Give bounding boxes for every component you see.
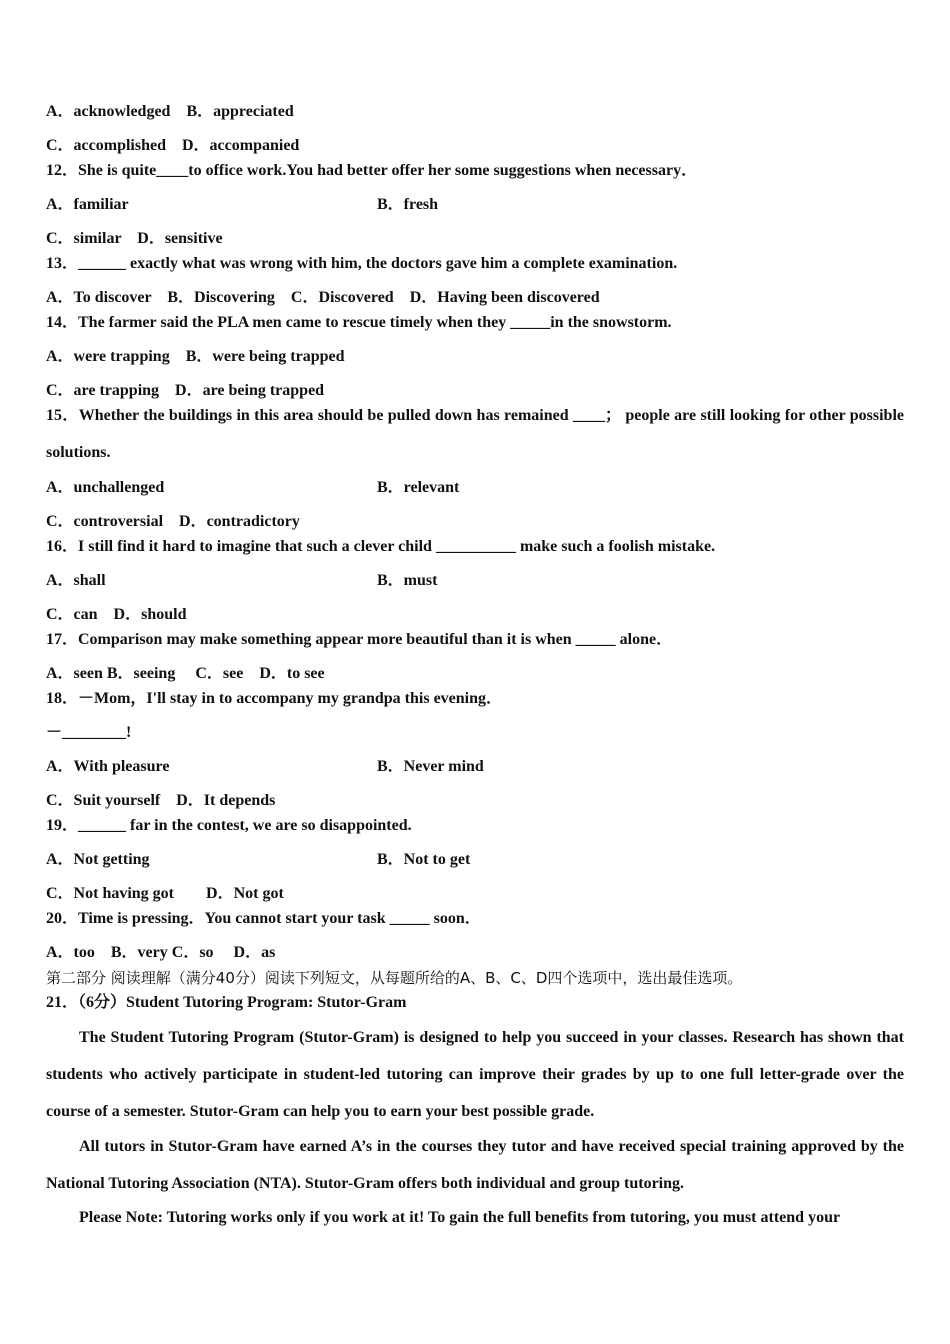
q21-paragraph-1: The Student Tutoring Program (Stutor-Gram) is designed to help you succeed in your classes. Research has shown that students who actively participate in student-led tutoring can improve their grades by up to one full letter-grade over the course of a semester. Stutor-Gram can help you to earn your best possible grade. (46, 1029, 904, 1120)
q16-options-cd: C．can D．should (46, 606, 187, 623)
q18-stem: 18．－Mom，I'll stay in to accompany my grandpa this evening． (46, 690, 503, 707)
q20-stem: 20．Time is pressing．You cannot start your task _____ soon． (46, 910, 481, 927)
q13-options: A．To discover B．Discovering C．Discovered D．Having been discovered (46, 289, 600, 306)
q16-option-a: A．shall (46, 572, 106, 589)
q14-options-cd: C．are trapping D．are being trapped (46, 382, 325, 399)
q15-options-cd: C．controversial D．contradictory (46, 513, 300, 530)
q12-option-b: B．fresh (377, 196, 439, 213)
section2-heading: 第二部分 阅读理解（满分40分）阅读下列短文，从每题所给的A、B、C、D四个选项中，选出最佳选项。 (46, 969, 743, 987)
q13-stem: 13．______ exactly what was wrong with him, the doctors gave him a complete examination. (46, 255, 678, 272)
q14-options-ab: A．were trapping B．were being trapped (46, 348, 345, 365)
q17-options: A．seen B．seeing C．see D．to see (46, 665, 325, 682)
q21-title: 21．（6分）Student Tutoring Program: Stutor-Gram (46, 994, 407, 1011)
q20-options: A．too B．very C．so D．as (46, 944, 276, 961)
q11-options-ab: A．acknowledged B．appreciated (46, 103, 294, 120)
q12-stem: 12．She is quite____to office work.You had better offer her some suggestions when necessary． (46, 162, 698, 179)
q18-reply: －________! (46, 724, 132, 741)
q21-paragraph-2: All tutors in Stutor-Gram have earned A’s in the courses they tutor and have received special training approved by the National Tutoring Association (NTA). Stutor-Gram offers both individual and group tutoring. (46, 1138, 904, 1192)
q16-option-b: B．must (377, 572, 438, 589)
q18-option-a: A．With pleasure (46, 758, 170, 775)
q21-paragraph-3: Please Note: Tutoring works only if you work at it! To gain the full benefits from tutoring, you must attend your (79, 1209, 841, 1226)
q15-option-a: A．unchallenged (46, 479, 165, 496)
q12-options-cd: C．similar D．sensitive (46, 230, 223, 247)
q11-options-cd: C．accomplished D．accompanied (46, 137, 300, 154)
q16-stem: 16．I still find it hard to imagine that such a clever child __________ make such a foolish mistake. (46, 538, 716, 555)
q19-option-b: B．Not to get (377, 851, 471, 868)
q18-option-b: B．Never mind (377, 758, 484, 775)
q12-option-a: A．familiar (46, 196, 129, 213)
q14-stem: 14．The farmer said the PLA men came to rescue timely when they _____in the snowstorm. (46, 314, 672, 331)
q19-stem: 19．______ far in the contest, we are so disappointed. (46, 817, 412, 834)
q18-options-cd: C．Suit yourself D．It depends (46, 792, 276, 809)
q15-stem: 15．Whether the buildings in this area should be pulled down has remained ____； people are still looking for other possible solutions. (46, 407, 904, 461)
q17-stem: 17．Comparison may make something appear more beautiful than it is when _____ alone． (46, 631, 673, 648)
q15-option-b: B．relevant (377, 479, 460, 496)
q19-option-a: A．Not getting (46, 851, 150, 868)
q19-options-cd: C．Not having got D．Not got (46, 885, 284, 902)
